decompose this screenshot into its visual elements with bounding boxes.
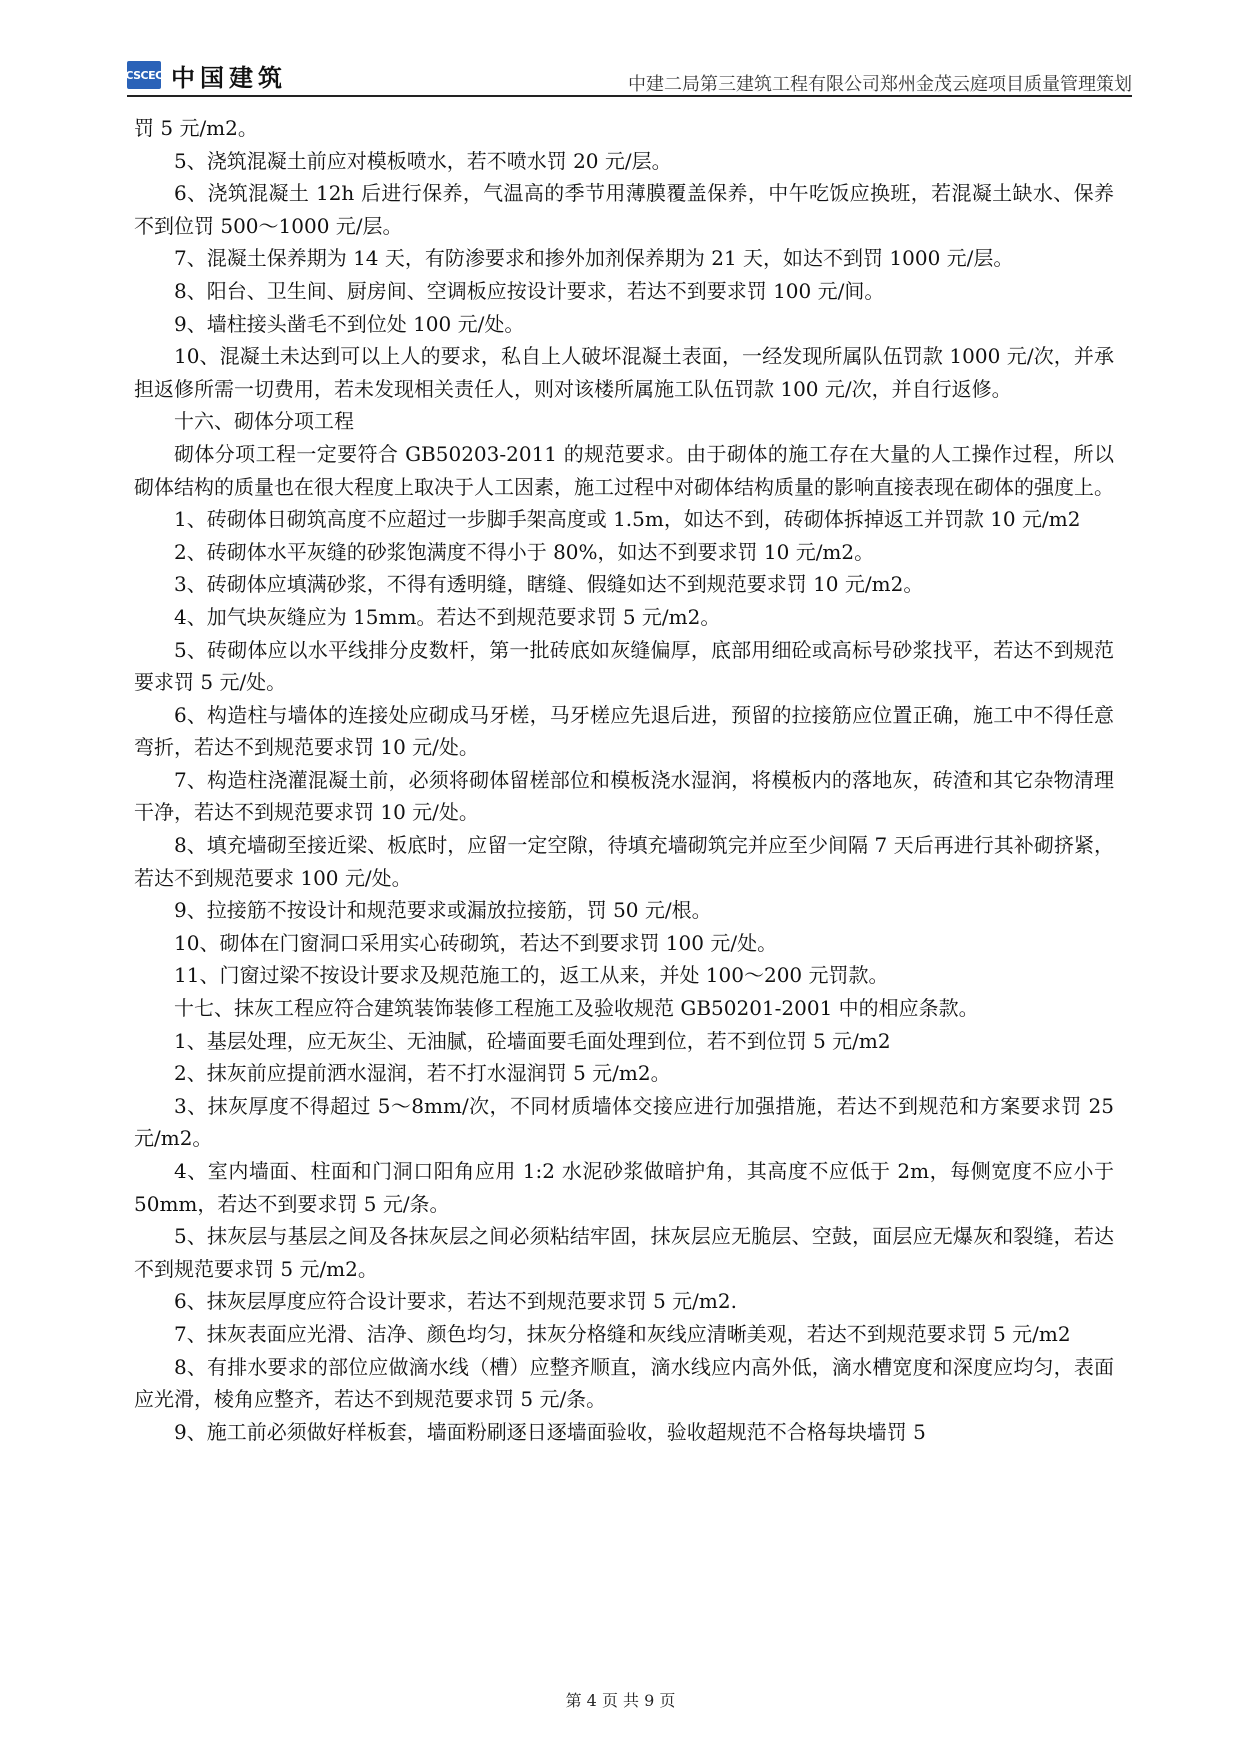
header-divider: [127, 95, 1132, 97]
body-paragraph: 10、混凝土未达到可以上人的要求，私自上人破坏混凝土表面，一经发现所属队伍罚款 1000 元/次，并承担返修所需一切费用，若未发现相关责任人，则对该楼所属施工队伍罚款 100 元/次，并自行返修。: [134, 344, 1114, 401]
body-paragraph: 5、砖砌体应以水平线排分皮数杆，第一批砖底如灰缝偏厚，底部用细砼或高标号砂浆找平，若达不到规范要求罚 5 元/处。: [134, 637, 1114, 695]
body-paragraph: 5、浇筑混凝土前应对模板喷水，若不喷水罚 20 元/层。: [174, 148, 672, 173]
body-paragraph: 十六、砌体分项工程: [174, 409, 354, 434]
company-logo: [127, 60, 287, 90]
body-paragraph: 3、抹灰厚度不得超过 5～8mm/次，不同材质墙体交接应进行加强措施，若达不到规范和方案要求罚 25 元/m2。: [134, 1093, 1114, 1151]
page-header: [127, 50, 1132, 100]
body-paragraph: 8、阳台、卫生间、厨房间、空调板应按设计要求，若达不到要求罚 100 元/间。: [174, 278, 885, 303]
body-paragraph: 1、砖砌体日砌筑高度不应超过一步脚手架高度或 1.5m，如达不到，砖砌体拆掉返工并罚款 10 元/m2: [174, 507, 1081, 532]
body-paragraph: 砌体分项工程一定要符合 GB50203-2011 的规范要求。由于砌体的施工存在大量的人工操作过程，所以砌体结构的质量也在很大程度上取决于人工因素，施工过程中对砌体结构质量的影响直接表现在砌体的强度上。: [134, 441, 1114, 499]
body-paragraph: 2、砖砌体水平灰缝的砂浆饱满度不得小于 80%，如达不到要求罚 10 元/m2。: [174, 539, 875, 564]
body-paragraph: 3、砖砌体应填满砂浆，不得有透明缝，瞎缝、假缝如达不到规范要求罚 10 元/m2。: [174, 572, 924, 597]
body-paragraph: 7、抹灰表面应光滑、洁净、颜色均匀，抹灰分格缝和灰线应清晰美观，若达不到规范要求罚 5 元/m2: [174, 1321, 1071, 1346]
body-paragraph: 9、施工前必须做好样板套，墙面粉刷逐日逐墙面验收，验收超规范不合格每块墙罚 5: [174, 1419, 926, 1444]
body-paragraph: 7、混凝土保养期为 14 天，有防渗要求和掺外加剂保养期为 21 天，如达不到罚 1000 元/层。: [174, 246, 1014, 271]
body-paragraph: 4、加气块灰缝应为 15mm。若达不到规范要求罚 5 元/m2。: [174, 604, 721, 629]
logo-text: 中国建筑: [171, 63, 287, 92]
body-paragraph: 罚 5 元/m2。: [134, 116, 258, 140]
page-number: 第 4 页 共 9 页: [565, 1691, 676, 1710]
body-paragraph: 4、室内墙面、柱面和门洞口阳角应用 1:2 水泥砂浆做暗护角，其高度不应低于 2m，每侧宽度不应小于 50mm，若达不到要求罚 5 元/条。: [134, 1159, 1114, 1216]
body-paragraph: 2、抹灰前应提前洒水湿润，若不打水湿润罚 5 元/m2。: [174, 1061, 671, 1086]
cscec-logo-icon: CSCEC: [127, 61, 161, 89]
body-paragraph: 5、抹灰层与基层之间及各抹灰层之间必须粘结牢固，抹灰层应无脆层、空鼓，面层应无爆灰和裂缝，若达不到规范要求罚 5 元/m2。: [134, 1224, 1114, 1281]
body-paragraph: 11、门窗过梁不按设计要求及规范施工的，返工从来，并处 100～200 元罚款。: [174, 963, 889, 988]
body-paragraph: 6、抹灰层厚度应符合设计要求，若达不到规范要求罚 5 元/m2.: [174, 1289, 737, 1314]
body-paragraph: 9、拉接筋不按设计和规范要求或漏放拉接筋，罚 50 元/根。: [174, 898, 712, 923]
body-paragraph: 10、砌体在门窗洞口采用实心砖砌筑，若达不到要求罚 100 元/处。: [174, 930, 778, 955]
body-paragraph: 8、有排水要求的部位应做滴水线（槽）应整齐顺直，滴水线应内高外低，滴水槽宽度和深度应均匀，表面应光滑，棱角应整齐，若达不到规范要求罚 5 元/条。: [134, 1354, 1114, 1412]
body-paragraph: 十七、抹灰工程应符合建筑装饰装修工程施工及验收规范 GB50201-2001 中的相应条款。: [174, 996, 979, 1021]
body-paragraph: 6、浇筑混凝土 12h 后进行保养，气温高的季节用薄膜覆盖保养，中午吃饭应换班，若混凝土缺水、保养不到位罚 500～1000 元/层。: [134, 181, 1114, 238]
body-paragraph: 7、构造柱浇灌混凝土前，必须将砌体留槎部位和模板浇水湿润，将模板内的落地灰，砖渣和其它杂物清理干净，若达不到规范要求罚 10 元/处。: [134, 767, 1114, 825]
document-body: [134, 112, 1114, 1448]
body-paragraph: 1、基层处理，应无灰尘、无油腻，砼墙面要毛面处理到位，若不到位罚 5 元/m2: [174, 1028, 891, 1053]
body-paragraph: 8、填充墙砌至接近梁、板底时，应留一定空隙，待填充墙砌筑完并应至少间隔 7 天后再进行其补砌挤紧，若达不到规范要求 100 元/处。: [134, 833, 1114, 890]
body-paragraph: 6、构造柱与墙体的连接处应砌成马牙槎，马牙槎应先退后进，预留的拉接筋应位置正确，施工中不得任意弯折，若达不到规范要求罚 10 元/处。: [134, 702, 1114, 760]
document-title: 中建二局第三建筑工程有限公司郑州金茂云庭项目质量管理策划: [628, 74, 1132, 95]
body-paragraph: 9、墙柱接头凿毛不到位处 100 元/处。: [174, 311, 525, 336]
